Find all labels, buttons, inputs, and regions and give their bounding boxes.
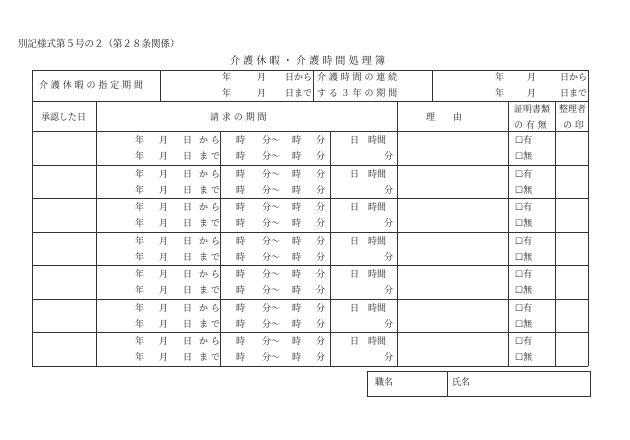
row-divider	[32, 165, 588, 166]
row-from-minute: 分～	[262, 304, 281, 314]
row-column-divider	[220, 265, 221, 299]
column-header-certificate-line2: の 有 無	[514, 121, 547, 131]
row-to-suffix: ま で	[199, 219, 220, 229]
row-to-hour: 時	[292, 136, 302, 146]
row-to-suffix: ま で	[199, 186, 220, 196]
row-from-hour: 時	[236, 270, 246, 280]
row-to-suffix: ま で	[199, 253, 220, 263]
continuous-from-day: 日から	[560, 73, 588, 83]
row-certificate-yes: ☐有	[515, 337, 533, 347]
designated-to-year: 年	[222, 89, 232, 99]
row-from-year: 年	[135, 136, 145, 146]
row-end-minute: 分～	[262, 219, 281, 229]
row-from-minute: 分～	[262, 237, 281, 247]
row-end-hour: 時	[236, 186, 246, 196]
row-column-divider	[220, 299, 221, 333]
row-certificate-no: ☐無	[515, 353, 533, 363]
designated-from-year: 年	[222, 73, 232, 83]
row-from-hour: 時	[236, 203, 246, 213]
row-days-hours: 日 時間	[350, 237, 387, 247]
row-to-year: 年	[135, 286, 145, 296]
row-days-hours: 日 時間	[350, 270, 387, 280]
row-from-minute: 分～	[262, 170, 281, 180]
continuous-from-year: 年	[495, 73, 505, 83]
form-number: 別記様式第５号の２（第２８条関係）	[18, 39, 180, 50]
row-end-minute: 分～	[262, 353, 281, 363]
continuous-to-month: 月	[527, 89, 537, 99]
row-column-divider	[220, 165, 221, 199]
row-certificate-yes: ☐有	[515, 170, 533, 180]
row-from-hour: 時	[236, 337, 246, 347]
row-from-year: 年	[135, 203, 145, 213]
row-end-to-minute: 分	[316, 152, 326, 162]
row-divider	[32, 366, 588, 367]
column-header-manager-line2: の 印	[563, 121, 584, 131]
row-to-month: 月	[159, 253, 169, 263]
row-certificate-no: ☐無	[515, 253, 533, 263]
row-to-month: 月	[159, 320, 169, 330]
row-from-month: 月	[159, 136, 169, 146]
row-to-year: 年	[135, 320, 145, 330]
row-total-minute: 分	[384, 353, 394, 363]
continuous-period-label-line1: 介 護 時 間 の 連 続	[317, 73, 398, 83]
row-to-hour: 時	[292, 270, 302, 280]
row-end-minute: 分～	[262, 152, 281, 162]
row-column-divider	[220, 131, 221, 165]
column-header-reason: 理 由	[426, 113, 463, 123]
column-header-certificate-line1: 証明書類	[514, 105, 551, 115]
row-column-divider	[330, 165, 331, 199]
row-end-to-hour: 時	[292, 253, 302, 263]
designated-from-month: 月	[257, 73, 267, 83]
row-from-year: 年	[135, 237, 145, 247]
column-header-request-period: 請 求 の 期 間	[210, 113, 267, 123]
row-certificate-no: ☐無	[515, 152, 533, 162]
row-from-day: 日	[183, 136, 193, 146]
row-to-minute: 分	[316, 270, 326, 280]
row-to-day: 日	[183, 219, 193, 229]
continuous-to-year: 年	[495, 89, 505, 99]
row-certificate-no: ☐無	[515, 286, 533, 296]
row-to-minute: 分	[316, 203, 326, 213]
row-divider	[32, 232, 588, 233]
row-to-minute: 分	[316, 237, 326, 247]
row-column-divider	[330, 232, 331, 266]
row-from-year: 年	[135, 170, 145, 180]
row-certificate-yes: ☐有	[515, 203, 533, 213]
row-to-month: 月	[159, 152, 169, 162]
column-header-manager-line1: 整理者	[559, 105, 587, 115]
row-to-year: 年	[135, 186, 145, 196]
row-from-suffix: か ら	[199, 203, 220, 213]
row-from-day: 日	[183, 170, 193, 180]
row-from-day: 日	[183, 203, 193, 213]
row-to-minute: 分	[316, 136, 326, 146]
row-end-to-minute: 分	[316, 253, 326, 263]
row-to-hour: 時	[292, 337, 302, 347]
row-end-to-hour: 時	[292, 286, 302, 296]
row-to-day: 日	[183, 253, 193, 263]
row-to-minute: 分	[316, 304, 326, 314]
designated-to-month: 月	[257, 89, 267, 99]
row-column-divider	[220, 232, 221, 266]
row-from-year: 年	[135, 270, 145, 280]
row-end-to-hour: 時	[292, 219, 302, 229]
row-column-divider	[330, 131, 331, 165]
row-end-to-minute: 分	[316, 286, 326, 296]
designated-to-day: 日まで	[285, 89, 313, 99]
row-certificate-yes: ☐有	[515, 270, 533, 280]
row-end-hour: 時	[236, 253, 246, 263]
row-to-day: 日	[183, 353, 193, 363]
row-to-day: 日	[183, 186, 193, 196]
row-to-suffix: ま で	[199, 152, 220, 162]
row-to-month: 月	[159, 353, 169, 363]
row-certificate-yes: ☐有	[515, 237, 533, 247]
row-end-hour: 時	[236, 286, 246, 296]
row-end-to-hour: 時	[292, 186, 302, 196]
job-title-label: 職名	[375, 378, 394, 388]
row-from-hour: 時	[236, 304, 246, 314]
row-from-month: 月	[159, 270, 169, 280]
row-from-hour: 時	[236, 136, 246, 146]
row-end-to-minute: 分	[316, 219, 326, 229]
row-total-minute: 分	[384, 286, 394, 296]
row-end-to-minute: 分	[316, 320, 326, 330]
continuous-from-month: 月	[527, 73, 537, 83]
row-from-month: 月	[159, 237, 169, 247]
row-end-minute: 分～	[262, 286, 281, 296]
row-certificate-yes: ☐有	[515, 304, 533, 314]
row-end-hour: 時	[236, 152, 246, 162]
row-from-minute: 分～	[262, 136, 281, 146]
row-from-minute: 分～	[262, 270, 281, 280]
row-to-hour: 時	[292, 170, 302, 180]
row-from-day: 日	[183, 270, 193, 280]
row-days-hours: 日 時間	[350, 337, 387, 347]
row-column-divider	[220, 332, 221, 366]
row-certificate-no: ☐無	[515, 320, 533, 330]
row-to-hour: 時	[292, 304, 302, 314]
row-total-minute: 分	[384, 152, 394, 162]
row-to-year: 年	[135, 253, 145, 263]
row-to-minute: 分	[316, 337, 326, 347]
row-end-hour: 時	[236, 219, 246, 229]
row-days-hours: 日 時間	[350, 203, 387, 213]
row-certificate-no: ☐無	[515, 219, 533, 229]
row-total-minute: 分	[384, 320, 394, 330]
row-days-hours: 日 時間	[350, 304, 387, 314]
row-total-minute: 分	[384, 253, 394, 263]
row-from-suffix: か ら	[199, 136, 220, 146]
designated-from-day: 日から	[285, 73, 313, 83]
row-total-minute: 分	[384, 186, 394, 196]
row-to-year: 年	[135, 219, 145, 229]
row-to-hour: 時	[292, 237, 302, 247]
row-end-to-hour: 時	[292, 152, 302, 162]
row-total-minute: 分	[384, 219, 394, 229]
row-from-month: 月	[159, 304, 169, 314]
row-column-divider	[220, 198, 221, 232]
row-end-hour: 時	[236, 353, 246, 363]
row-end-to-minute: 分	[316, 186, 326, 196]
row-from-minute: 分～	[262, 203, 281, 213]
row-column-divider	[330, 198, 331, 232]
row-end-to-hour: 時	[292, 353, 302, 363]
row-from-suffix: か ら	[199, 337, 220, 347]
row-to-year: 年	[135, 152, 145, 162]
column-header-approved-date: 承認した日	[41, 113, 87, 123]
row-divider	[32, 299, 588, 300]
row-certificate-no: ☐無	[515, 186, 533, 196]
row-to-hour: 時	[292, 203, 302, 213]
row-days-hours: 日 時間	[350, 170, 387, 180]
row-end-to-minute: 分	[316, 353, 326, 363]
row-divider	[32, 265, 588, 266]
row-days-hours: 日 時間	[350, 136, 387, 146]
row-from-year: 年	[135, 337, 145, 347]
row-to-day: 日	[183, 152, 193, 162]
page-title: 介 護 休 暇 ・ 介 護 時 間 処 理 簿	[230, 56, 385, 67]
row-to-year: 年	[135, 353, 145, 363]
name-label: 氏名	[452, 378, 471, 388]
row-to-suffix: ま で	[199, 353, 220, 363]
row-from-day: 日	[183, 237, 193, 247]
row-from-day: 日	[183, 304, 193, 314]
row-from-month: 月	[159, 337, 169, 347]
continuous-to-day: 日まで	[560, 89, 588, 99]
row-to-month: 月	[159, 186, 169, 196]
row-to-suffix: ま で	[199, 320, 220, 330]
row-column-divider	[330, 265, 331, 299]
row-divider	[32, 332, 588, 333]
row-to-minute: 分	[316, 170, 326, 180]
row-column-divider	[330, 332, 331, 366]
continuous-period-label-line2: す る ３ 年 の 期 間	[317, 89, 398, 99]
row-end-minute: 分～	[262, 253, 281, 263]
row-from-month: 月	[159, 170, 169, 180]
row-to-month: 月	[159, 219, 169, 229]
row-from-suffix: か ら	[199, 270, 220, 280]
row-to-day: 日	[183, 286, 193, 296]
row-from-suffix: か ら	[199, 237, 220, 247]
row-column-divider	[330, 299, 331, 333]
row-end-hour: 時	[236, 320, 246, 330]
row-from-hour: 時	[236, 170, 246, 180]
row-from-hour: 時	[236, 237, 246, 247]
row-from-suffix: か ら	[199, 170, 220, 180]
row-from-year: 年	[135, 304, 145, 314]
row-to-day: 日	[183, 320, 193, 330]
row-to-suffix: ま で	[199, 286, 220, 296]
row-from-minute: 分～	[262, 337, 281, 347]
row-end-minute: 分～	[262, 320, 281, 330]
row-from-suffix: か ら	[199, 304, 220, 314]
row-end-to-hour: 時	[292, 320, 302, 330]
row-certificate-yes: ☐有	[515, 136, 533, 146]
designated-period-label: 介 護 休 暇 の 指 定 期 間	[39, 81, 143, 91]
row-to-month: 月	[159, 286, 169, 296]
row-divider	[32, 198, 588, 199]
row-end-minute: 分～	[262, 186, 281, 196]
row-from-day: 日	[183, 337, 193, 347]
row-from-month: 月	[159, 203, 169, 213]
